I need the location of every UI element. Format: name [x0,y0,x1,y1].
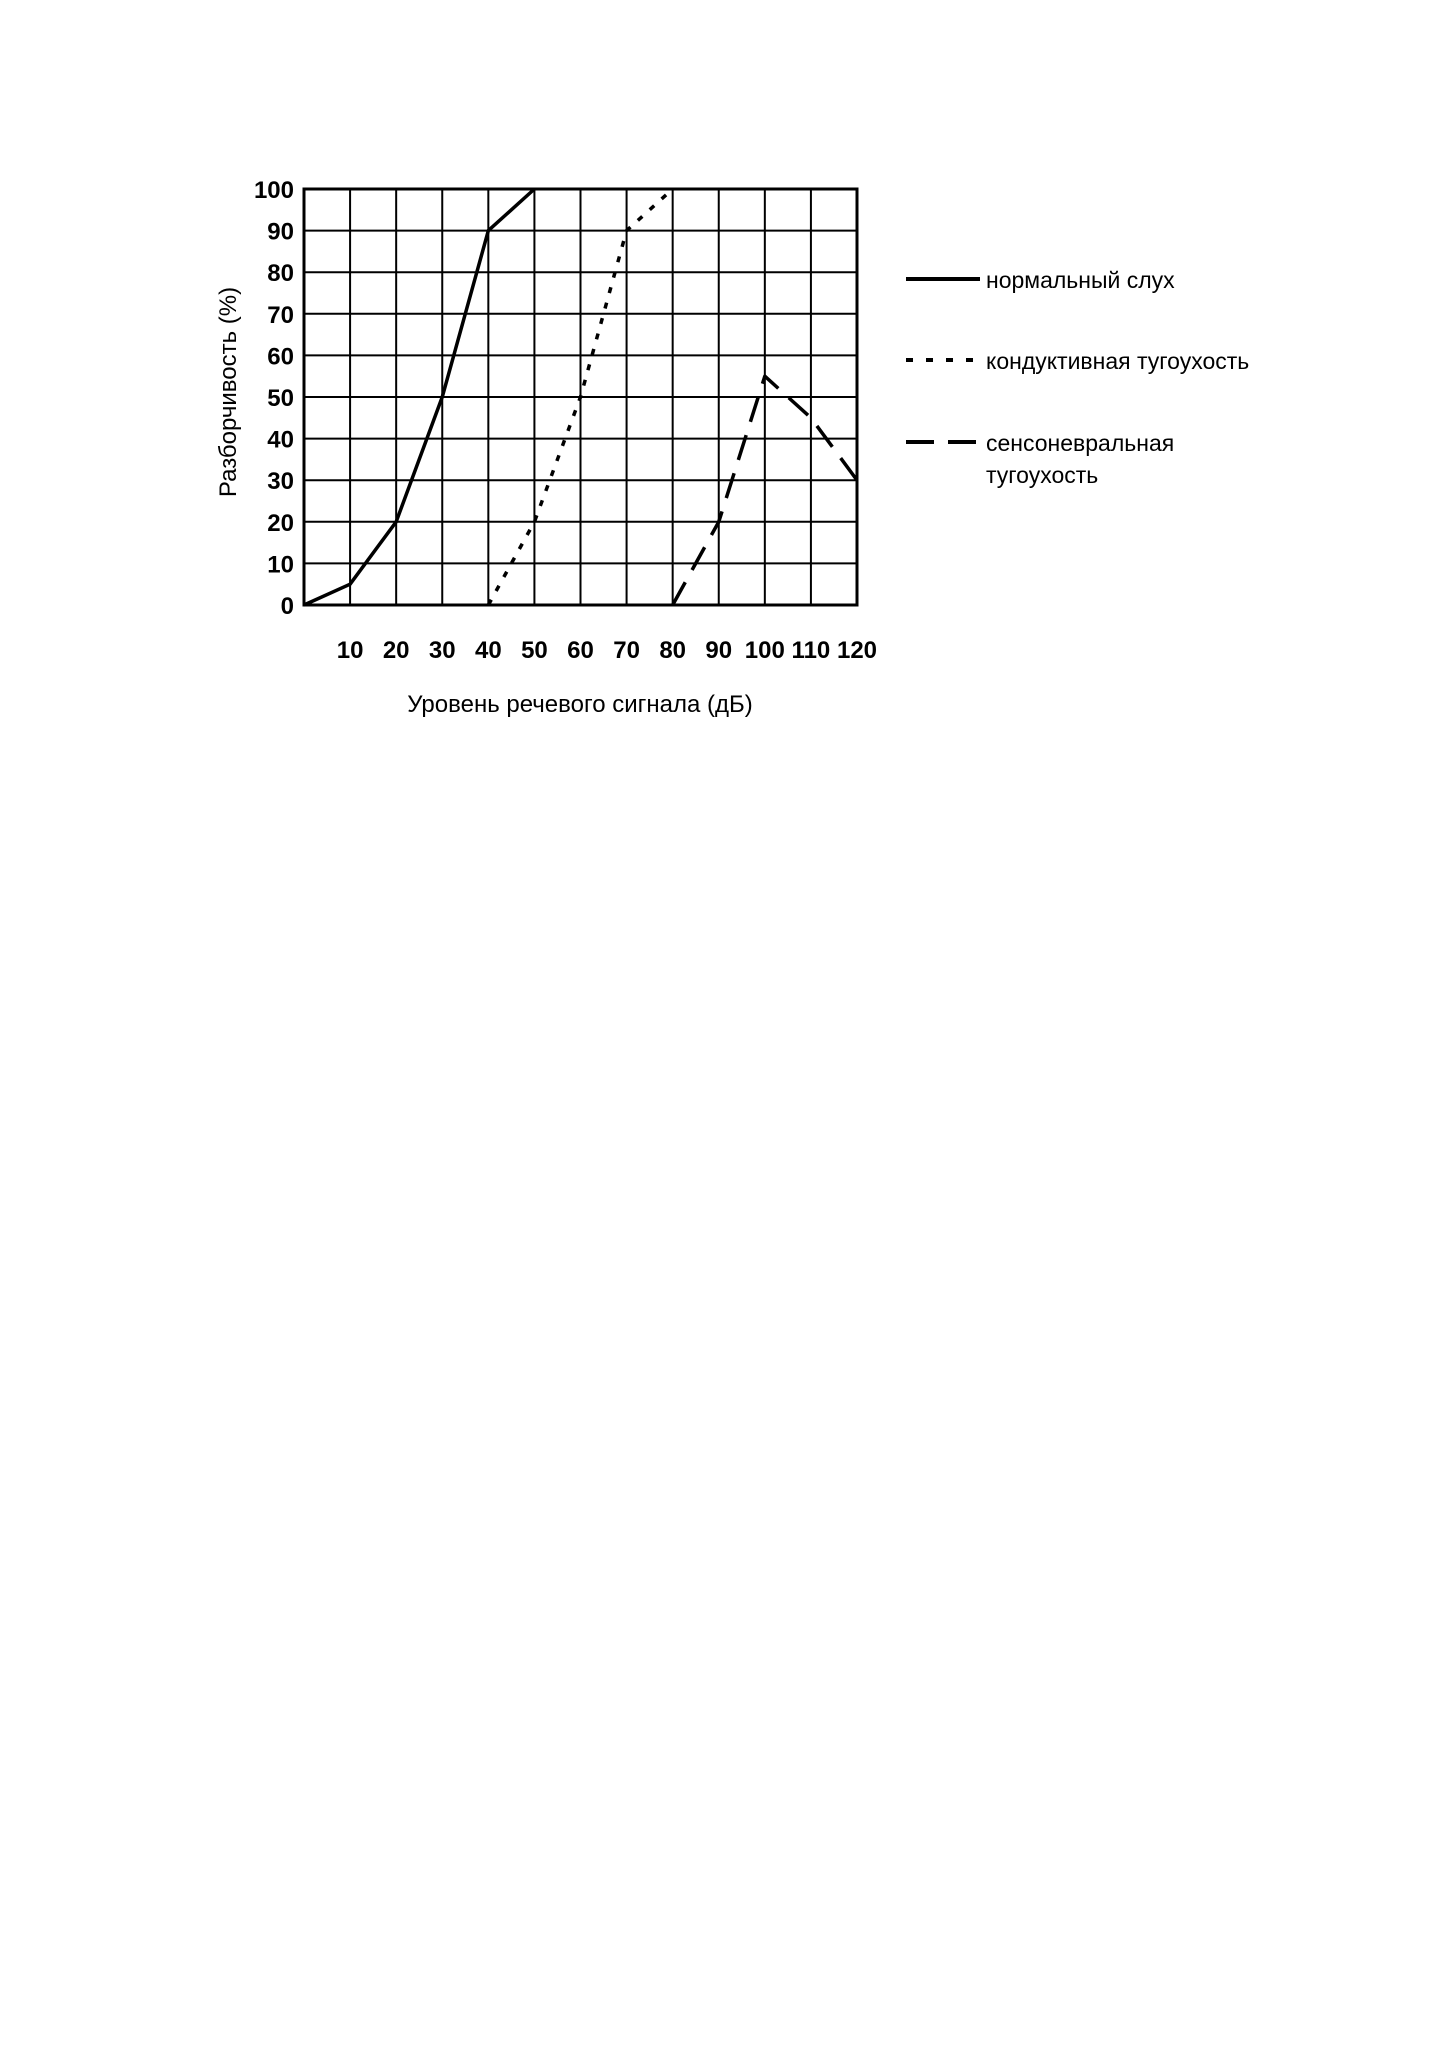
x-tick-label: 80 [659,637,687,664]
y-tick-label: 100 [253,177,294,204]
x-tick-label: 110 [791,637,831,664]
x-tick-label: 50 [521,637,548,664]
y-axis-title: Разборчивость (%) [215,286,242,498]
y-tick-label: 90 [267,218,294,246]
legend [906,267,1249,488]
y-tick-label: 60 [267,343,294,371]
x-tick-label: 100 [744,637,785,664]
y-tick-label: 70 [267,301,294,329]
y-tick-label: 20 [267,509,294,537]
y-tick-label: 0 [280,593,294,620]
x-tick-label: 70 [613,637,640,664]
x-tick-label: 30 [428,637,456,664]
y-tick-label: 50 [267,385,294,412]
x-axis-title: Уровень речевого сигнала (дБ) [407,691,753,718]
legend-label-3: сенсоневральная [986,430,1175,456]
x-tick-label: 20 [382,637,410,664]
x-tick-label: 10 [336,637,364,664]
y-tick-label: 80 [267,260,294,288]
tick-labels [254,177,877,664]
legend-label-1: нормальный слух [986,267,1175,293]
y-tick-label: 40 [267,426,294,454]
x-tick-label: 40 [474,637,502,664]
legend-label-3: тугоухость [986,462,1099,488]
x-tick-label: 120 [836,637,878,664]
y-tick-label: 10 [267,551,294,579]
y-tick-label: 30 [267,468,294,496]
x-tick-label: 60 [567,637,594,664]
x-tick-label: 90 [705,637,733,664]
legend-label-2: кондуктивная тугоухость [986,348,1250,374]
